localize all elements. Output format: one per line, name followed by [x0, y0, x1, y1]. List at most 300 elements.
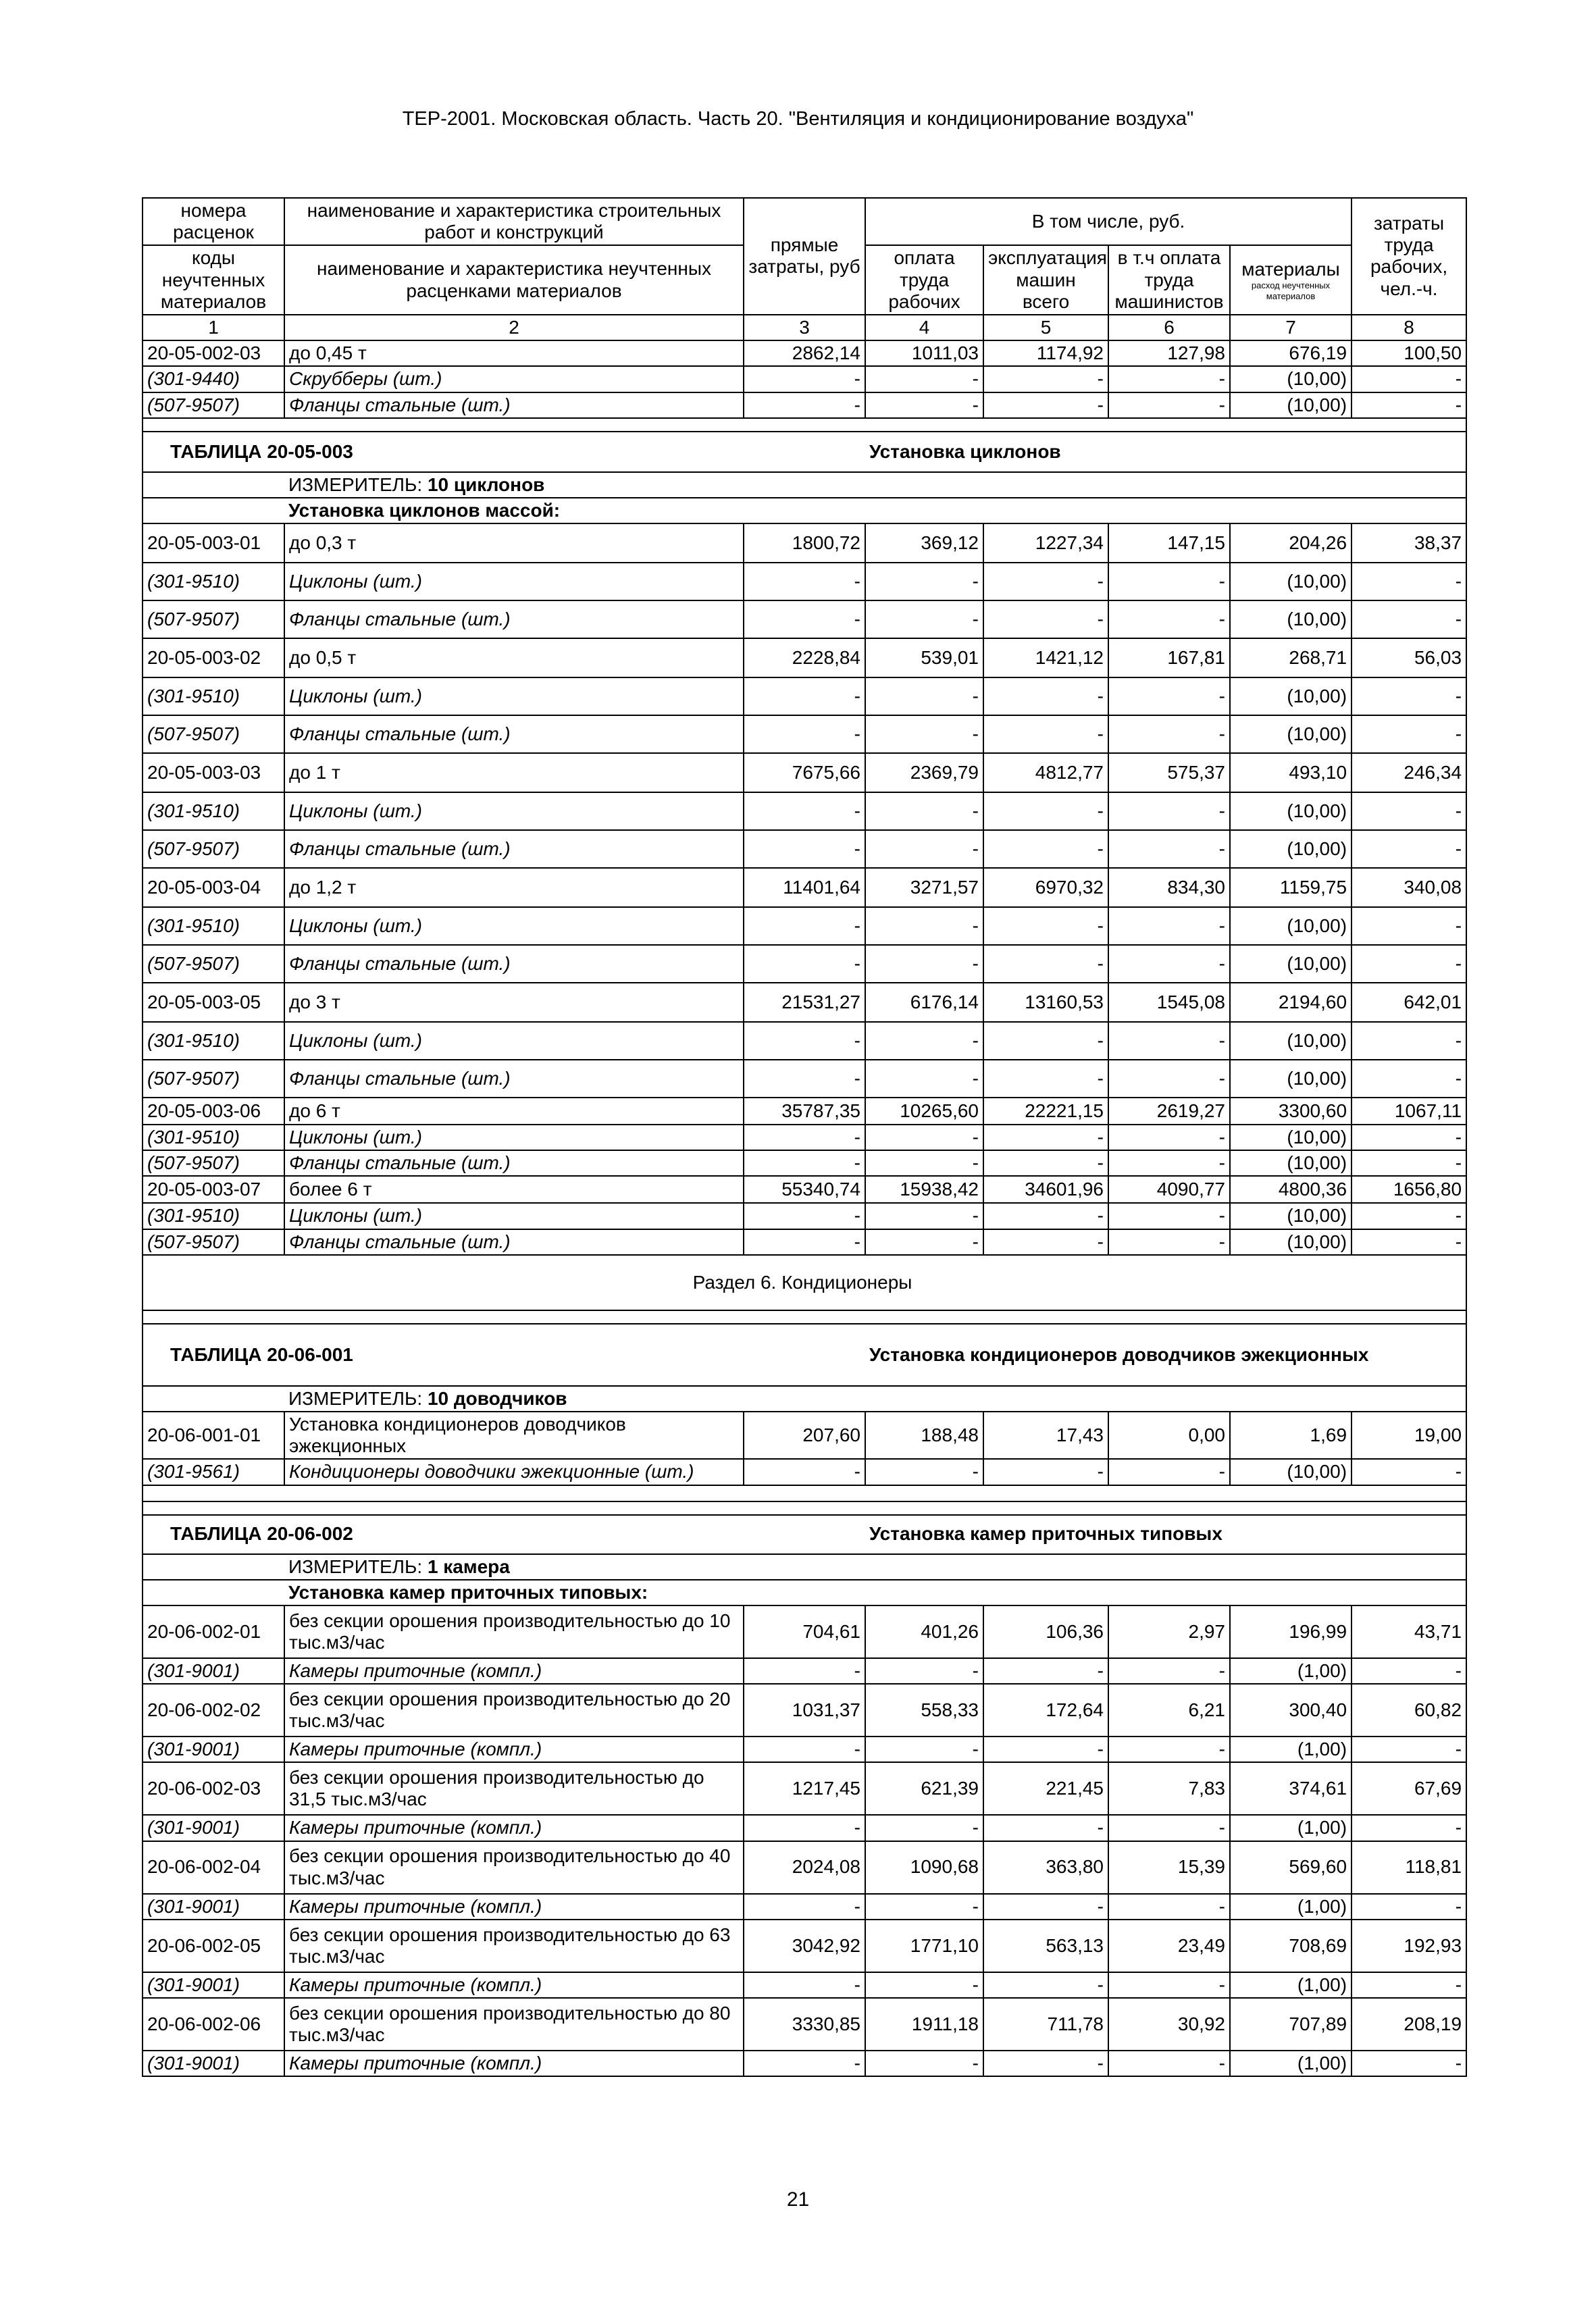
- value-cell: -: [1352, 830, 1466, 868]
- value-cell: 196,99: [1230, 1605, 1352, 1658]
- value-cell: -: [744, 1459, 865, 1485]
- value-cell: 569,60: [1230, 1841, 1352, 1894]
- material-code: (301-9001): [143, 1737, 284, 1762]
- col-materials-group: материалы: [1241, 258, 1340, 280]
- value-cell: 1911,18: [865, 1998, 983, 2051]
- col-number: 5: [983, 315, 1108, 340]
- value-cell: -: [744, 907, 865, 945]
- value-cell: -: [744, 1658, 865, 1684]
- value-cell: 363,80: [983, 1841, 1108, 1894]
- material-row: [143, 677, 1466, 715]
- value-cell: -: [865, 1815, 983, 1841]
- material-name: Камеры приточные (компл.): [284, 1737, 744, 1762]
- value-cell: 621,39: [865, 1762, 983, 1815]
- value-cell: 60,82: [1352, 1684, 1466, 1737]
- col-wages-header: оплата труда рабочих: [865, 245, 983, 315]
- value-cell: -: [1108, 907, 1230, 945]
- value-cell: 2619,27: [1108, 1098, 1230, 1125]
- value-cell: -: [865, 1229, 983, 1255]
- value-cell: -: [983, 1459, 1108, 1485]
- value-cell: 1421,12: [983, 638, 1108, 677]
- value-cell: 106,36: [983, 1605, 1108, 1658]
- spacer-cell: [143, 1485, 1466, 1501]
- value-cell: -: [744, 792, 865, 830]
- value-cell: 43,71: [1352, 1605, 1466, 1658]
- value-cell: 1227,34: [983, 523, 1108, 563]
- section-row: [143, 1255, 1466, 1310]
- column-numbers-row: [143, 315, 1466, 340]
- material-code: (507-9507): [143, 830, 284, 868]
- value-cell: (10,00): [1230, 1022, 1352, 1060]
- rate-row: [143, 868, 1466, 907]
- value-cell: (10,00): [1230, 907, 1352, 945]
- value-cell: 493,10: [1230, 753, 1352, 792]
- value-cell: -: [983, 1229, 1108, 1255]
- material-code: (301-9001): [143, 1894, 284, 1920]
- value-cell: -: [1108, 1894, 1230, 1920]
- value-cell: -: [1108, 1203, 1230, 1229]
- measure-value: 10 циклонов: [427, 473, 545, 495]
- value-cell: 374,61: [1230, 1762, 1352, 1815]
- rate-name: без секции орошения производительностью до 31,5 тыс.м3/час: [284, 1762, 744, 1815]
- value-cell: -: [865, 907, 983, 945]
- material-code: (301-9510): [143, 563, 284, 600]
- material-name: Циклоны (шт.): [284, 1022, 744, 1060]
- value-cell: 30,92: [1108, 1998, 1230, 2051]
- value-cell: -: [1108, 1737, 1230, 1762]
- value-cell: -: [983, 1972, 1108, 1998]
- value-cell: 246,34: [1352, 753, 1466, 792]
- value-cell: -: [865, 830, 983, 868]
- rate-code: 20-05-003-06: [143, 1098, 284, 1125]
- value-cell: 4812,77: [983, 753, 1108, 792]
- value-cell: (10,00): [1230, 600, 1352, 638]
- value-cell: (10,00): [1230, 563, 1352, 600]
- value-cell: -: [1108, 715, 1230, 753]
- value-cell: 207,60: [744, 1412, 865, 1459]
- value-cell: -: [1108, 366, 1230, 392]
- value-cell: 340,08: [1352, 868, 1466, 907]
- value-cell: -: [983, 677, 1108, 715]
- value-cell: -: [1352, 1203, 1466, 1229]
- col-number: 3: [744, 315, 865, 340]
- value-cell: 17,43: [983, 1412, 1108, 1459]
- value-cell: -: [1352, 2051, 1466, 2076]
- value-cell: 1545,08: [1108, 983, 1230, 1022]
- value-cell: (10,00): [1230, 1150, 1352, 1176]
- value-cell: -: [865, 600, 983, 638]
- value-cell: -: [744, 1022, 865, 1060]
- value-cell: 188,48: [865, 1412, 983, 1459]
- value-cell: 221,45: [983, 1762, 1108, 1815]
- value-cell: 2228,84: [744, 638, 865, 677]
- value-cell: (1,00): [1230, 2051, 1352, 2076]
- measure-cell: [284, 472, 1466, 498]
- value-cell: -: [865, 1060, 983, 1098]
- value-cell: -: [744, 945, 865, 983]
- material-row: [143, 830, 1466, 868]
- col-machines-group: эксплуатация машин: [988, 247, 1107, 290]
- material-code: (301-9510): [143, 1125, 284, 1150]
- measure-value: 10 доводчиков: [427, 1387, 567, 1409]
- table-title-row: [143, 1515, 1466, 1554]
- material-row: [143, 1125, 1466, 1150]
- value-cell: 55340,74: [744, 1176, 865, 1203]
- value-cell: 6970,32: [983, 868, 1108, 907]
- value-cell: 7,83: [1108, 1762, 1230, 1815]
- spec-header: Установка камер приточных типовых:: [284, 1580, 1466, 1605]
- material-code: (507-9507): [143, 1150, 284, 1176]
- value-cell: -: [744, 677, 865, 715]
- value-cell: -: [865, 1203, 983, 1229]
- value-cell: -: [1352, 392, 1466, 418]
- value-cell: 204,26: [1230, 523, 1352, 563]
- value-cell: 100,50: [1352, 340, 1466, 366]
- value-cell: 15,39: [1108, 1841, 1230, 1894]
- value-cell: -: [1352, 1972, 1466, 1998]
- value-cell: (10,00): [1230, 677, 1352, 715]
- rate-code: 20-06-002-02: [143, 1684, 284, 1737]
- value-cell: -: [983, 830, 1108, 868]
- value-cell: 834,30: [1108, 868, 1230, 907]
- rate-code: 20-06-002-03: [143, 1762, 284, 1815]
- value-cell: -: [744, 366, 865, 392]
- measure-value: 1 камера: [427, 1555, 510, 1577]
- value-cell: 1067,11: [1352, 1098, 1466, 1125]
- value-cell: -: [983, 392, 1108, 418]
- value-cell: -: [1108, 1459, 1230, 1485]
- material-code: (507-9507): [143, 945, 284, 983]
- col-materials-header: [1230, 245, 1352, 315]
- value-cell: -: [1352, 907, 1466, 945]
- rate-name: без секции орошения производительностью до 80 тыс.м3/час: [284, 1998, 744, 2051]
- rate-row: [143, 1920, 1466, 1972]
- value-cell: 4800,36: [1230, 1176, 1352, 1203]
- value-cell: 1800,72: [744, 523, 865, 563]
- value-cell: 707,89: [1230, 1998, 1352, 2051]
- value-cell: -: [983, 600, 1108, 638]
- value-cell: 401,26: [865, 1605, 983, 1658]
- rate-code: 20-05-002-03: [143, 340, 284, 366]
- value-cell: -: [983, 792, 1108, 830]
- value-cell: -: [983, 1815, 1108, 1841]
- value-cell: -: [983, 1125, 1108, 1150]
- value-cell: -: [865, 1022, 983, 1060]
- material-name: Фланцы стальные (шт.): [284, 945, 744, 983]
- header-row-1: [143, 198, 1466, 245]
- material-code: (301-9001): [143, 1658, 284, 1684]
- material-code: (301-9510): [143, 677, 284, 715]
- value-cell: -: [744, 1125, 865, 1150]
- value-cell: (10,00): [1230, 830, 1352, 868]
- rate-code: 20-06-002-06: [143, 1998, 284, 2051]
- value-cell: 67,69: [1352, 1762, 1466, 1815]
- value-cell: -: [865, 715, 983, 753]
- value-cell: -: [744, 1894, 865, 1920]
- value-cell: 118,81: [1352, 1841, 1466, 1894]
- value-cell: -: [744, 1150, 865, 1176]
- rate-row: [143, 1098, 1466, 1125]
- rate-name: Установка кондиционеров доводчиков эжекционных: [284, 1412, 744, 1459]
- value-cell: 7675,66: [744, 753, 865, 792]
- value-cell: 38,37: [1352, 523, 1466, 563]
- value-cell: (10,00): [1230, 366, 1352, 392]
- col-labor-hours-header: затраты труда рабочих, чел.-ч.: [1352, 198, 1466, 315]
- rate-code: 20-05-003-01: [143, 523, 284, 563]
- value-cell: -: [865, 1737, 983, 1762]
- value-cell: -: [744, 1229, 865, 1255]
- value-cell: (1,00): [1230, 1658, 1352, 1684]
- table-name: Установка кондиционеров доводчиков эжекционных: [865, 1324, 1466, 1386]
- value-cell: 4090,77: [1108, 1176, 1230, 1203]
- value-cell: (1,00): [1230, 1737, 1352, 1762]
- spacer-cell: [143, 418, 1466, 432]
- value-cell: -: [983, 715, 1108, 753]
- rate-name: до 1,2 т: [284, 868, 744, 907]
- value-cell: 1656,80: [1352, 1176, 1466, 1203]
- material-name: Камеры приточные (компл.): [284, 1894, 744, 1920]
- table-title-row: [143, 1324, 1466, 1386]
- measure-row: [143, 1386, 1466, 1412]
- value-cell: -: [1108, 677, 1230, 715]
- spec-spacer: [143, 1580, 284, 1605]
- value-cell: 1090,68: [865, 1841, 983, 1894]
- value-cell: -: [744, 1815, 865, 1841]
- material-name: Циклоны (шт.): [284, 677, 744, 715]
- rate-row: [143, 1605, 1466, 1658]
- col-material-code-header: коды неучтенных материалов: [143, 245, 284, 315]
- value-cell: -: [865, 677, 983, 715]
- table-title-row: [143, 432, 1466, 472]
- value-cell: -: [1108, 1972, 1230, 1998]
- measure-label: ИЗМЕРИТЕЛЬ:: [288, 1555, 423, 1577]
- value-cell: -: [1352, 1894, 1466, 1920]
- value-cell: 3330,85: [744, 1998, 865, 2051]
- material-code: (301-9510): [143, 907, 284, 945]
- value-cell: -: [1352, 1658, 1466, 1684]
- page-number: 21: [786, 2188, 810, 2211]
- material-code: (507-9507): [143, 1229, 284, 1255]
- material-row: [143, 1894, 1466, 1920]
- value-cell: 22221,15: [983, 1098, 1108, 1125]
- value-cell: (10,00): [1230, 1060, 1352, 1098]
- col-machinist-wages-header: в т.ч оплата труда машинистов: [1108, 245, 1230, 315]
- value-cell: 1771,10: [865, 1920, 983, 1972]
- col-number: 6: [1108, 315, 1230, 340]
- value-cell: -: [1352, 1229, 1466, 1255]
- measure-cell: [284, 1386, 1466, 1412]
- material-code: (301-9001): [143, 2051, 284, 2076]
- value-cell: 3271,57: [865, 868, 983, 907]
- value-cell: -: [983, 907, 1108, 945]
- material-name: Фланцы стальные (шт.): [284, 1060, 744, 1098]
- col-code-header: номера расценок: [143, 198, 284, 245]
- material-row: [143, 392, 1466, 418]
- material-code: (301-9510): [143, 792, 284, 830]
- measure-row: [143, 472, 1466, 498]
- value-cell: (1,00): [1230, 1972, 1352, 1998]
- value-cell: -: [983, 2051, 1108, 2076]
- table-name: Установка камер приточных типовых: [865, 1515, 1466, 1554]
- rate-name: до 3 т: [284, 983, 744, 1022]
- material-row: [143, 563, 1466, 600]
- value-cell: 708,69: [1230, 1920, 1352, 1972]
- value-cell: 127,98: [1108, 340, 1230, 366]
- measure-row: [143, 1554, 1466, 1580]
- material-code: (507-9507): [143, 600, 284, 638]
- value-cell: -: [1352, 792, 1466, 830]
- value-cell: 300,40: [1230, 1684, 1352, 1737]
- value-cell: -: [1108, 1229, 1230, 1255]
- value-cell: -: [1352, 715, 1466, 753]
- col-number: 8: [1352, 315, 1466, 340]
- spec-spacer: [143, 498, 284, 523]
- value-cell: -: [1108, 1060, 1230, 1098]
- value-cell: 34601,96: [983, 1176, 1108, 1203]
- value-cell: -: [1352, 1737, 1466, 1762]
- value-cell: 13160,53: [983, 983, 1108, 1022]
- spacer-row: [143, 1310, 1466, 1324]
- spec-header: Установка циклонов массой:: [284, 498, 1466, 523]
- value-cell: 2024,08: [744, 1841, 865, 1894]
- value-cell: -: [1352, 1022, 1466, 1060]
- rate-code: 20-05-003-05: [143, 983, 284, 1022]
- material-name: Фланцы стальные (шт.): [284, 715, 744, 753]
- section-title: Раздел 6. Кондиционеры: [143, 1255, 1466, 1310]
- rate-name: более 6 т: [284, 1176, 744, 1203]
- value-cell: -: [1352, 677, 1466, 715]
- value-cell: -: [865, 392, 983, 418]
- measure-spacer: [143, 1554, 284, 1580]
- material-row: [143, 792, 1466, 830]
- col-materials-sub: расход неучтенных материалов: [1251, 280, 1331, 301]
- value-cell: -: [1108, 2051, 1230, 2076]
- value-cell: -: [1108, 945, 1230, 983]
- material-name: Фланцы стальные (шт.): [284, 392, 744, 418]
- value-cell: -: [865, 1894, 983, 1920]
- rate-code: 20-06-002-04: [143, 1841, 284, 1894]
- material-name: Камеры приточные (компл.): [284, 1658, 744, 1684]
- material-code: (507-9507): [143, 715, 284, 753]
- rates-table: [142, 197, 1467, 2077]
- material-code: (301-9001): [143, 1972, 284, 1998]
- value-cell: (1,00): [1230, 1894, 1352, 1920]
- spacer-row: [143, 1501, 1466, 1515]
- material-code: (301-9510): [143, 1022, 284, 1060]
- rate-code: 20-05-003-07: [143, 1176, 284, 1203]
- col-number: 2: [284, 315, 744, 340]
- rate-code: 20-05-003-03: [143, 753, 284, 792]
- value-cell: 6176,14: [865, 983, 983, 1022]
- material-row: [143, 715, 1466, 753]
- value-cell: -: [744, 1972, 865, 1998]
- value-cell: 172,64: [983, 1684, 1108, 1737]
- value-cell: -: [1108, 392, 1230, 418]
- value-cell: -: [983, 1737, 1108, 1762]
- material-row: [143, 907, 1466, 945]
- rate-row: [143, 1684, 1466, 1737]
- material-name: Циклоны (шт.): [284, 1125, 744, 1150]
- material-code: (507-9507): [143, 1060, 284, 1098]
- material-row: [143, 1658, 1466, 1684]
- material-name: Циклоны (шт.): [284, 792, 744, 830]
- value-cell: -: [983, 1022, 1108, 1060]
- value-cell: 15938,42: [865, 1176, 983, 1203]
- value-cell: 268,71: [1230, 638, 1352, 677]
- value-cell: -: [744, 1203, 865, 1229]
- value-cell: -: [1108, 600, 1230, 638]
- value-cell: -: [865, 563, 983, 600]
- value-cell: 35787,35: [744, 1098, 865, 1125]
- value-cell: 0,00: [1108, 1412, 1230, 1459]
- value-cell: -: [744, 563, 865, 600]
- value-cell: -: [983, 366, 1108, 392]
- value-cell: -: [744, 715, 865, 753]
- value-cell: -: [983, 945, 1108, 983]
- spec-header-row: [143, 1580, 1466, 1605]
- value-cell: -: [865, 1658, 983, 1684]
- value-cell: 2862,14: [744, 340, 865, 366]
- col-number: 4: [865, 315, 983, 340]
- value-cell: 1159,75: [1230, 868, 1352, 907]
- material-row: [143, 1972, 1466, 1998]
- table-title: ТАБЛИЦА 20-05-003: [143, 432, 865, 472]
- value-cell: (10,00): [1230, 1203, 1352, 1229]
- material-row: [143, 1150, 1466, 1176]
- rate-name: до 6 т: [284, 1098, 744, 1125]
- value-cell: -: [1108, 1150, 1230, 1176]
- value-cell: (10,00): [1230, 945, 1352, 983]
- value-cell: -: [744, 2051, 865, 2076]
- material-code: (301-9001): [143, 1815, 284, 1841]
- material-name: Фланцы стальные (шт.): [284, 830, 744, 868]
- material-name: Фланцы стальные (шт.): [284, 1229, 744, 1255]
- value-cell: -: [865, 1459, 983, 1485]
- rate-code: 20-06-001-01: [143, 1412, 284, 1459]
- value-cell: 19,00: [1352, 1412, 1466, 1459]
- col-group-header: В том числе, руб.: [865, 198, 1352, 245]
- col-number: 7: [1230, 315, 1352, 340]
- value-cell: 539,01: [865, 638, 983, 677]
- value-cell: -: [1108, 1815, 1230, 1841]
- value-cell: (10,00): [1230, 1125, 1352, 1150]
- value-cell: -: [1108, 563, 1230, 600]
- value-cell: -: [1352, 1150, 1466, 1176]
- value-cell: (10,00): [1230, 392, 1352, 418]
- material-name: Циклоны (шт.): [284, 563, 744, 600]
- rate-row: [143, 1841, 1466, 1894]
- material-name: Камеры приточные (компл.): [284, 1815, 744, 1841]
- measure-spacer: [143, 1386, 284, 1412]
- table-title: ТАБЛИЦА 20-06-001: [143, 1324, 865, 1386]
- value-cell: -: [1352, 945, 1466, 983]
- value-cell: -: [744, 392, 865, 418]
- value-cell: -: [865, 1150, 983, 1176]
- spacer-row: [143, 418, 1466, 432]
- rate-row: [143, 983, 1466, 1022]
- rate-code: 20-05-003-04: [143, 868, 284, 907]
- measure-label: ИЗМЕРИТЕЛЬ:: [288, 1387, 423, 1409]
- table-body: [143, 198, 1466, 2076]
- rate-name: без секции орошения производительностью до 40 тыс.м3/час: [284, 1841, 744, 1894]
- value-cell: -: [1108, 1022, 1230, 1060]
- col-machines-header: [983, 245, 1108, 315]
- value-cell: -: [1352, 366, 1466, 392]
- rate-name: без секции орошения производительностью до 10 тыс.м3/час: [284, 1605, 744, 1658]
- col-name-header: наименование и характеристика строительных работ и конструкций: [284, 198, 744, 245]
- rate-name: до 0,5 т: [284, 638, 744, 677]
- value-cell: -: [1108, 830, 1230, 868]
